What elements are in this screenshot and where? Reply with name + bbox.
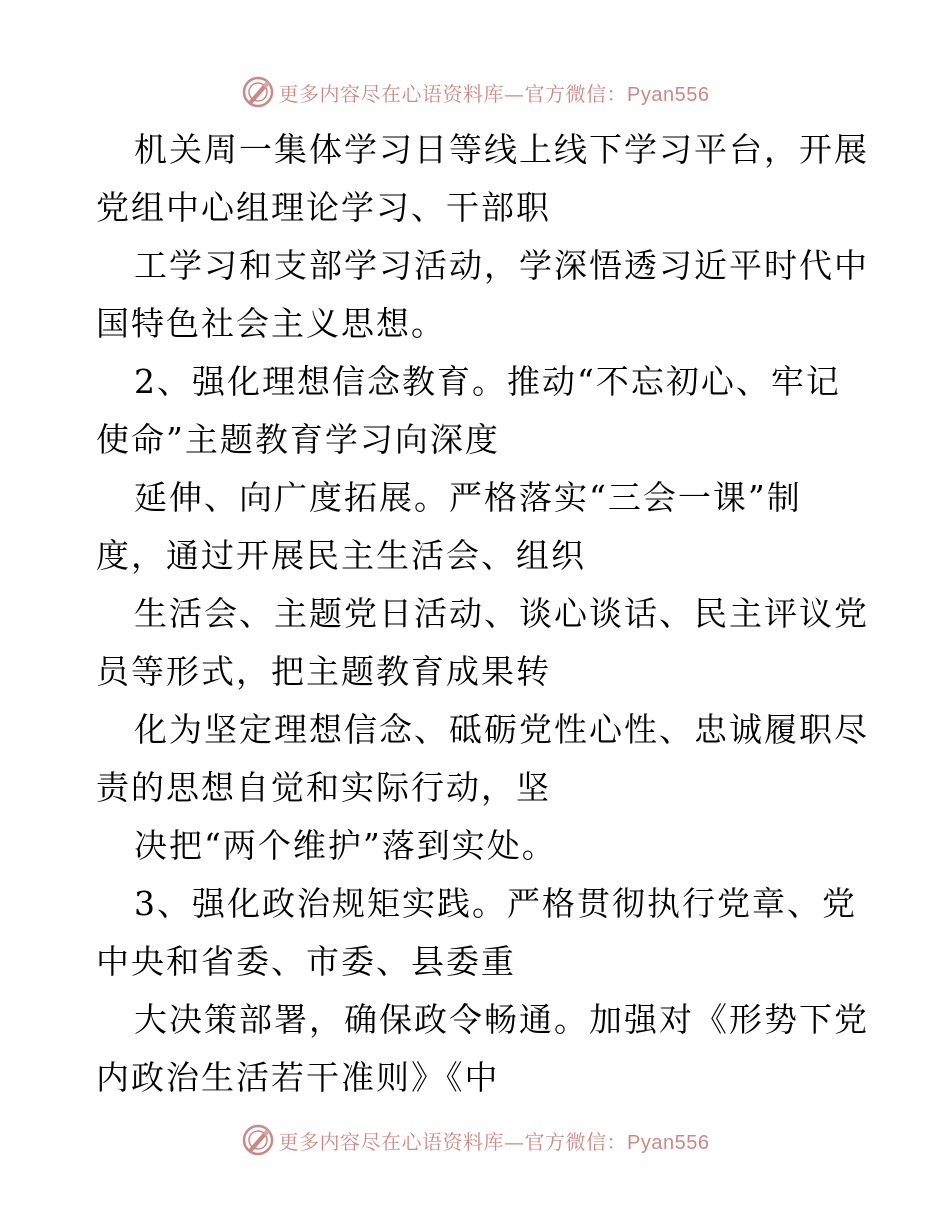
- body-line: 生活会、主题党日活动、谈心谈话、民主评议党: [134, 594, 869, 633]
- body-text: [96, 121, 896, 1107]
- header-banner-account: Pyan556: [627, 83, 710, 106]
- body-line: 使命”主题教育学习向深度: [96, 420, 500, 459]
- footer-banner-account: Pyan556: [627, 1131, 710, 1154]
- body-line: 中央和省委、市委、县委重: [96, 942, 516, 981]
- body-line: 机关周一集体学习日等线上线下学习平台，开展: [134, 130, 869, 169]
- body-line: 党组中心组理论学习、干部职: [96, 188, 551, 227]
- body-line: 3、强化政治规矩实践。严格贯彻执行党章、党: [134, 884, 857, 923]
- pen-nib-logo-icon: [241, 75, 275, 109]
- body-line: 国特色社会主义思想。: [96, 304, 446, 343]
- header-banner-text: 更多内容尽在心语资料库—官方微信：Pyan556: [278, 81, 710, 106]
- body-line: 度，通过开展民主生活会、组织: [96, 536, 586, 575]
- body-line: 内政治生活若干准则》《中: [96, 1058, 500, 1097]
- body-line: 延伸、向广度拓展。严格落实“三会一课”制: [134, 478, 802, 517]
- body-line: 责的思想自觉和实际行动，坚: [96, 768, 551, 807]
- header-banner: [0, 72, 950, 112]
- footer-banner-text: 更多内容尽在心语资料库—官方微信：Pyan556: [278, 1129, 710, 1154]
- body-line: 员等形式，把主题教育成果转: [96, 652, 551, 691]
- pen-nib-logo-icon: [241, 1123, 275, 1157]
- body-line: 大决策部署，确保政令畅通。加强对《形势下党: [134, 1000, 869, 1039]
- body-line: 决把“两个维护”落到实处。: [134, 826, 557, 865]
- body-line: 化为坚定理想信念、砥砺党性心性、忠诚履职尽: [134, 710, 869, 749]
- footer-banner: [0, 1120, 950, 1160]
- body-line: 2、强化理想信念教育。推动“不忘初心、牢记: [134, 362, 841, 401]
- body-line: 工学习和支部学习活动，学深悟透习近平时代中: [134, 246, 869, 285]
